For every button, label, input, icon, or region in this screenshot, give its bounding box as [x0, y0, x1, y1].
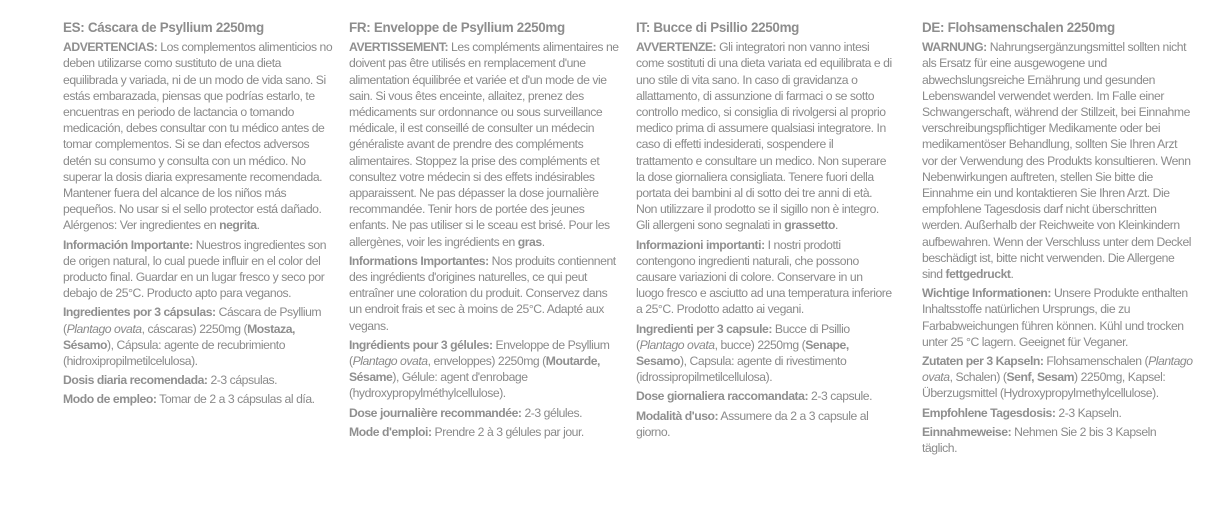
bold-word: gras: [517, 234, 542, 249]
ingredients-text-post: ) 2250mg, Kapsel: Überzugsmittel (Hydroxypropylmethylcellulose).: [922, 370, 1166, 401]
directions-text: Tomar de 2 a 3 cápsulas al día.: [156, 392, 315, 407]
warnings-label: AVVERTENZE:: [636, 40, 717, 55]
important-info-paragraph: [922, 285, 1194, 350]
directions-label: Modo de empleo:: [63, 392, 157, 407]
warnings-end: .: [1010, 267, 1014, 282]
column-title: IT: Bucce di Psillio 2250mg: [636, 20, 800, 35]
column-title: ES: Cáscara de Psyllium 2250mg: [63, 20, 264, 35]
latin-name: Plantago ovata: [66, 321, 142, 336]
ingredients-label: Ingrédients pour 3 gélules:: [349, 337, 493, 352]
daily-dose-label: Dose giornaliera raccomandata:: [636, 389, 809, 404]
ingredients-text-mid: , Schalen) (: [949, 370, 1007, 385]
ingredients-label: Zutaten per 3 Kapseln:: [922, 354, 1044, 369]
allergens: Senf, Sesam: [1006, 370, 1075, 385]
allergens: Mostaza, Sésamo: [63, 321, 295, 352]
warnings-end: .: [256, 218, 260, 233]
directions-paragraph: [636, 408, 892, 440]
ingredients-paragraph: [636, 321, 892, 386]
directions-label: Einnahmeweise:: [922, 424, 1012, 439]
warnings-text: Les compléments alimentaires ne doivent pas être utilisés en remplacement d'une alimentation équilibrée et variée et d'un mode de vie sain. Si vous êtes enceinte, allaitez, prenez des médicaments sur ordonnance ou sous surveillance médicale, il est conseillé de consulter un médecin généraliste avant de prendre des compléments alimentaires. Stoppez la prise des compléments et consultez votre médecin si des effets indésirables apparaissent. Ne pas dépasser la dose journalière recommandée. Tenir hors de portée des jeunes enfants. Ne pas utiliser si le sceau est brisé. Pour les allergènes, voir les ingrédients en: [349, 40, 619, 249]
directions-paragraph: [63, 391, 333, 407]
daily-dose-text: 2-3 capsule.: [808, 389, 873, 404]
warnings-text: Nahrungsergänzungsmittel sollten nicht als Ersatz für eine ausgewogene und abwechslungsreiche Ernährung und gesunden Lebenswandel verwendet werden. Im Falle einer Schwangerschaft, während der Stillzeit, bei Einnahme verschreibungspflichtiger Medikamente oder bei medikamentöser Behandlung, sollten Sie Ihren Arzt vor der Verwendung des Produkts konsultieren. Wenn Nebenwirkungen auftreten, stellen Sie bitte die Einnahme ein und kontaktieren Sie Ihren Arzt. Die empfohlene Tagesdosis darf nicht überschritten werden. Außerhalb der Reichweite von Kleinkindern aufbewahren. Wenn der Verschluss unter dem Deckel beschädigt ist, bitte nicht verwenden. Die Allergene sind: [922, 40, 1192, 282]
label-column-fr: [349, 20, 619, 440]
warnings-end: .: [541, 234, 545, 249]
ingredients-label: Ingredienti per 3 capsule:: [636, 321, 772, 336]
daily-dose-paragraph: [63, 372, 333, 388]
directions-text: Assumere da 2 a 3 capsule al giorno.: [636, 408, 869, 439]
daily-dose-label: Dosis diaria recomendada:: [63, 373, 208, 388]
ingredients-text-pre: Enveloppe de Psyllium (: [349, 337, 610, 369]
warnings-paragraph: [636, 39, 892, 233]
daily-dose-text: 2-3 gélules.: [521, 405, 583, 420]
ingredients-text-post: ), Capsula: agente di rivestimento (idrossipropilmetilcellulosa).: [636, 354, 847, 385]
ingredients-text-pre: Flohsamenschalen (: [1043, 354, 1149, 369]
latin-name: Plantago ovata: [352, 354, 428, 369]
daily-dose-paragraph: [349, 405, 619, 421]
daily-dose-label: Dose journalière recommandée:: [349, 405, 522, 420]
ingredients-text-post: ), Gélule: agent d'enrobage (hydroxypropylméthylcellulose).: [349, 370, 528, 401]
ingredients-text-pre: Bucce di Psillio (: [636, 321, 850, 352]
directions-label: Modalità d'uso:: [636, 408, 719, 423]
allergens: Senape, Sesamo: [636, 337, 849, 369]
important-info-label: Informazioni importanti:: [636, 237, 765, 252]
daily-dose-text: 2-3 Kapseln.: [1055, 405, 1122, 420]
daily-dose-paragraph: [636, 388, 892, 404]
directions-text: Prendre 2 à 3 gélules par jour.: [431, 424, 584, 439]
important-info-paragraph: [636, 237, 892, 318]
bold-word: fettgedruckt: [945, 267, 1011, 282]
ingredients-paragraph: [349, 337, 619, 402]
ingredients-text-post: ), Cápsula: agente de recubrimiento (hidroxipropilmetilcelulosa).: [63, 337, 286, 369]
directions-paragraph: [922, 424, 1194, 456]
warnings-paragraph: [922, 39, 1194, 282]
important-info-text: Unsere Produkte enthalten Inhaltsstoffe natürlichen Ursprungs, die zu Farbabweichungen führen können. Kühl und trocken unter 25 °C lagern. Geeignet für Veganer.: [922, 286, 1188, 349]
warnings-text: Gli integratori non vanno intesi come sostituti di una dieta variata ed equilibrata e di uno stile di vita sano. In caso di gravidanza o allattamento, di assunzione di farmaci o se sotto controllo medico, si consiglia di rivolgersi al proprio medico prima di assumere qualsiasi integratore. In caso di effetti indesiderati, sospendere il trattamento e consultare un medico. Non superare la dose giornaliera consigliata. Tenere fuori della portata dei bambini al di sotto dei tre anni di età. Non utilizzare il prodotto se il sigillo non è integro. Gli allergeni sono segnalati in: [636, 40, 892, 233]
column-title: DE: Flohsamenschalen 2250mg: [922, 20, 1115, 35]
warnings-label: AVERTISSEMENT:: [349, 40, 449, 55]
warnings-label: WARNUNG:: [922, 40, 987, 55]
ingredients-label: Ingredientes por 3 cápsulas:: [63, 305, 216, 320]
column-title: FR: Enveloppe de Psyllium 2250mg: [349, 20, 565, 35]
important-info-text: I nostri prodotti contengono ingredienti naturali, che possono causare variazioni di colore. Conservare in un luogo fresco e asciutto ad una temperatura inferiore a 25°C. Prodotto adatto ai vegani.: [636, 237, 892, 317]
warnings-end: .: [835, 218, 838, 233]
daily-dose-paragraph: [922, 405, 1194, 421]
ingredients-paragraph: [922, 353, 1194, 402]
important-info-label: Información Importante:: [63, 237, 193, 252]
ingredients-text-mid: , cáscaras) 2250mg (: [141, 321, 248, 336]
important-info-text: Nos produits contiennent des ingrédients d'origines naturelles, ce qui peut entraîner une coloration du produit. Conservez dans un endroit frais et sec à moins de 25°C. Adapté aux vegans.: [349, 253, 616, 333]
daily-dose-label: Empfohlene Tagesdosis:: [922, 405, 1056, 420]
label-column-es: [63, 20, 333, 408]
allergens: Moutarde, Sésame: [349, 354, 600, 385]
directions-paragraph: [349, 424, 619, 440]
important-info-paragraph: [63, 237, 333, 302]
ingredients-text-mid: , bucce) 2250mg (: [714, 337, 806, 352]
warnings-label: ADVERTENCIAS:: [63, 40, 158, 55]
important-info-label: Wichtige Informationen:: [922, 286, 1052, 301]
important-info-paragraph: [349, 253, 619, 334]
ingredients-paragraph: [63, 304, 333, 369]
bold-word: grassetto: [784, 218, 836, 233]
ingredients-text-mid: , enveloppes) 2250mg (: [427, 354, 546, 369]
warnings-text: Los complementos alimenticios no deben utilizarse como sustituto de una dieta equilibrada y variada, ni de un modo de vida sano. Si estás embarazada, piensas que podrías estarlo, te encuentras en periodo de lactancia o tomando medicación, debes consultar con tu médico antes de tomar complementos. Si se dan efectos adversos detén su consumo y consulta con un médico. No superar la dosis diaria expresamente recomendada. Mantener fuera del alcance de los niños más pequeños. No usar si el sello protector está dañado. Alérgenos: Ver ingredientes en: [63, 40, 333, 233]
latin-name: Plantago ovata: [922, 354, 1193, 385]
directions-label: Mode d'emploi:: [349, 424, 432, 439]
ingredients-text-pre: Cáscara de Psyllium (: [63, 305, 322, 336]
warnings-paragraph: [63, 39, 333, 233]
important-info-label: Informations Importantes:: [349, 253, 489, 268]
warnings-paragraph: [349, 39, 619, 250]
important-info-text: Nuestros ingredientes son de origen natural, lo cual puede influir en el color del producto final. Guardar en un lugar fresco y seco por debajo de 25°C. Producto apto para veganos.: [63, 237, 327, 301]
daily-dose-text: 2-3 cápsulas.: [207, 373, 278, 388]
latin-name: Plantago ovata: [639, 337, 715, 352]
bold-word: negrita: [219, 218, 257, 233]
label-column-it: [636, 20, 892, 440]
directions-text: Nehmen Sie 2 bis 3 Kapseln täglich.: [922, 424, 1157, 456]
label-column-de: [922, 20, 1194, 456]
